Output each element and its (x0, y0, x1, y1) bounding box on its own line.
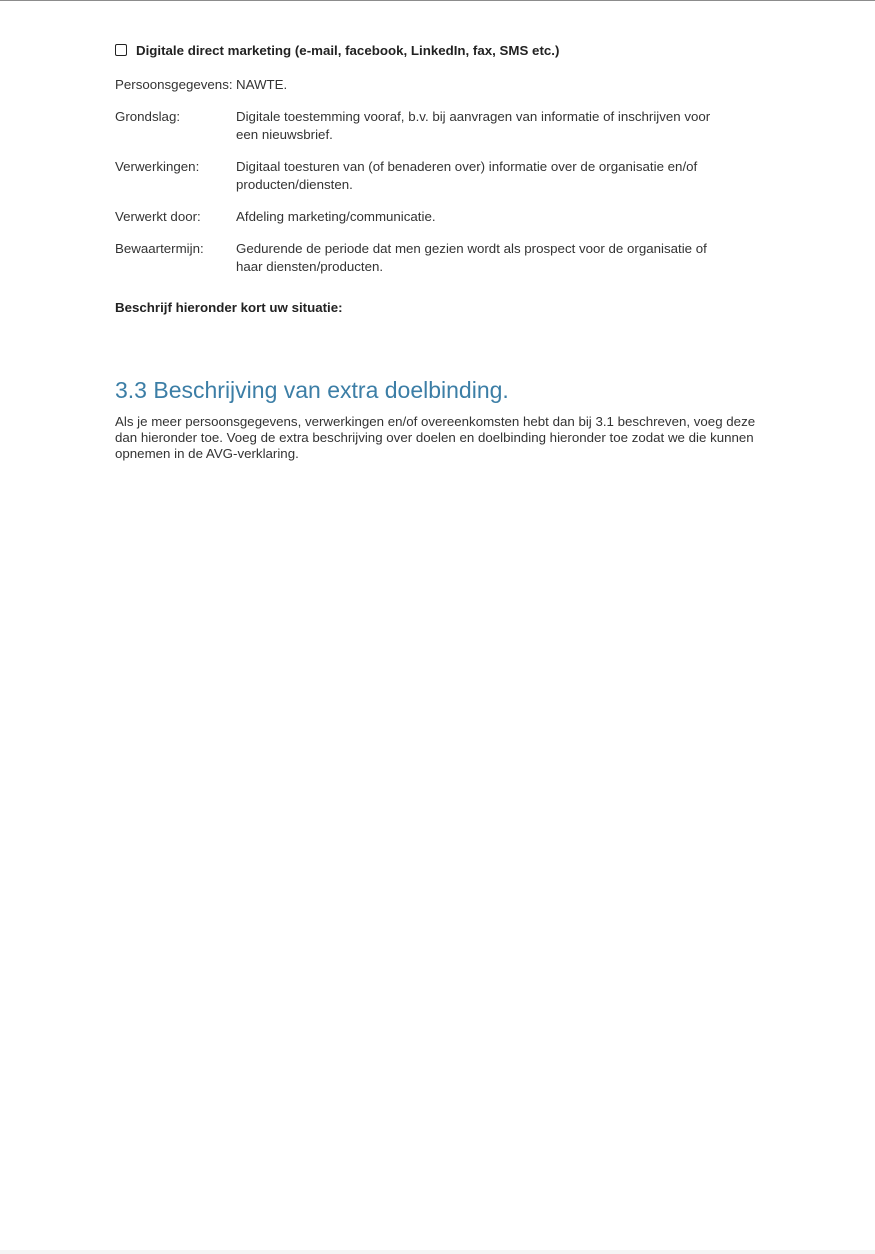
section-heading: 3.3 Beschrijving van extra doelbinding. (115, 377, 509, 403)
option-title: Digitale direct marketing (e-mail, facebook, LinkedIn, fax, SMS etc.) (136, 43, 560, 58)
option-row (115, 43, 770, 58)
details-table (115, 76, 728, 276)
field-row (115, 108, 728, 144)
field-row (115, 240, 728, 276)
field-label: Verwerkt door: (115, 209, 201, 224)
field-value: Gedurende de periode dat men gezien wordt als prospect voor de organisatie of haar diensten/producten. (236, 241, 707, 274)
field-label: Bewaartermijn: (115, 241, 204, 256)
page-content (115, 43, 770, 462)
field-row (115, 76, 728, 94)
field-label: Grondslag: (115, 109, 181, 124)
field-value: Digitale toestemming vooraf, b.v. bij aanvragen van informatie of inschrijven voor een nieuwsbrief. (236, 109, 711, 142)
field-value: Afdeling marketing/communicatie. (236, 209, 436, 224)
field-row (115, 158, 728, 194)
field-row (115, 208, 728, 226)
field-value: NAWTE. (236, 77, 288, 92)
field-label: Persoonsgegevens: (115, 77, 233, 92)
field-label: Verwerkingen: (115, 159, 200, 174)
option-checkbox[interactable] (115, 44, 127, 56)
field-value: Digitaal toesturen van (of benaderen over) informatie over de organisatie en/of producten/diensten. (236, 159, 698, 192)
situation-label: Beschrijf hieronder kort uw situatie: (115, 300, 343, 315)
section-body: Als je meer persoonsgegevens, verwerkingen en/of overeenkomsten hebt dan bij 3.1 beschreven, voeg deze dan hieronder toe. Voeg de extra beschrijving over doelen en doelbinding hieronder toe zodat we die kunnen opnemen in de AVG-verklaring. (115, 414, 756, 461)
